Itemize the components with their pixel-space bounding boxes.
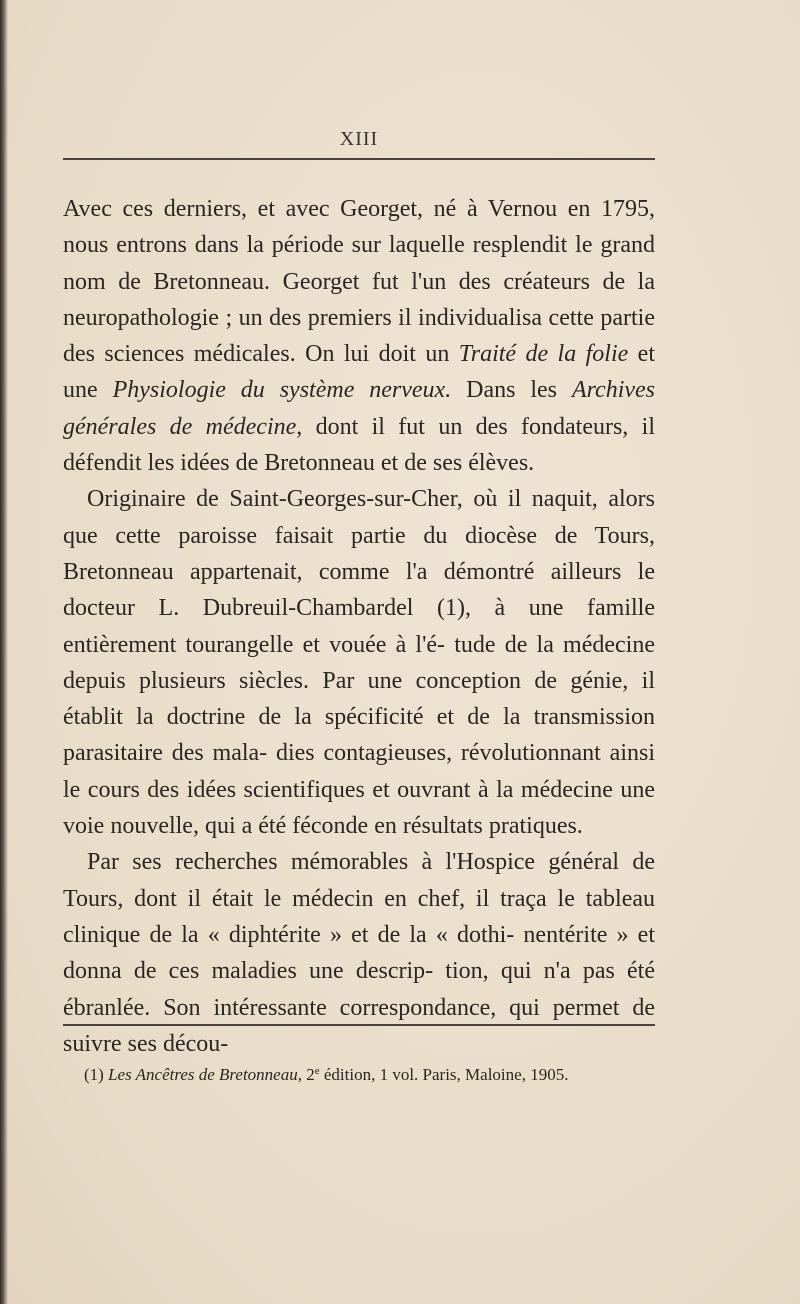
work-title-physiologie: Physiologie du système nerveux.	[112, 377, 452, 404]
header-rule	[63, 158, 655, 160]
footnote-book-title: Les Ancêtres de Bretonneau,	[108, 1065, 302, 1084]
page-number: XIII	[339, 128, 379, 150]
footnote-rule	[63, 1024, 655, 1026]
footnote: (1) Les Ancêtres de Bretonneau, 2e édition, 1 vol. Paris, Maloine, 1905.	[84, 1065, 569, 1084]
paragraph-3: Par ses recherches mémorables à l'Hospice général de Tours, dont il était le médecin en chef, il traça le tableau clinique de la « diphtérite » et de la « dothi- nentérite » et donna de ces maladies une descrip- tion, qui n'a pas été ébranlée. Son intéressante correspondance, qui permet de suivre ses décou-	[63, 849, 655, 1057]
paragraph-1: Avec ces derniers, et avec Georget, né à Vernou en 1795, nous entrons dans la période sur laquelle resplendit le grand nom de Bretonneau. Georget fut l'un des créateurs de la neuropathologie ; un des premiers il individualisa cette partie des sciences médicales. On lui doit un Traité de la folie et une Physiologie du système nerveux. Dans les Archives générales de médecine, dont il fut un des fondateurs, il défendit les idées de Bretonneau et de ses élèves.	[63, 196, 656, 477]
paragraph-2: Originaire de Saint-Georges-sur-Cher, où il naquit, alors que cette paroisse faisait partie du diocèse de Tours, Bretonneau appartenait, comme l'a démontré ailleurs le docteur L. Dubreuil-Chambardel (1), à une famille entièrement tourangelle et vouée à l'é- tude de la médecine depuis plusieurs siècles. Par une conception de génie, il établit la doctrine de la spécificité et de la transmission parasitaire des mala- dies contagieuses, révolutionnant ainsi le cours des idées scientifiques et ouvrant à la médecine une voie nouvelle, qui a été féconde en résultats pratiques.	[63, 486, 655, 840]
body-text	[63, 191, 655, 1062]
work-title-archives: Archives générales de médecine	[63, 377, 656, 440]
work-title-traite: Traité de la folie	[458, 341, 629, 368]
page-binding-edge	[0, 0, 8, 1304]
